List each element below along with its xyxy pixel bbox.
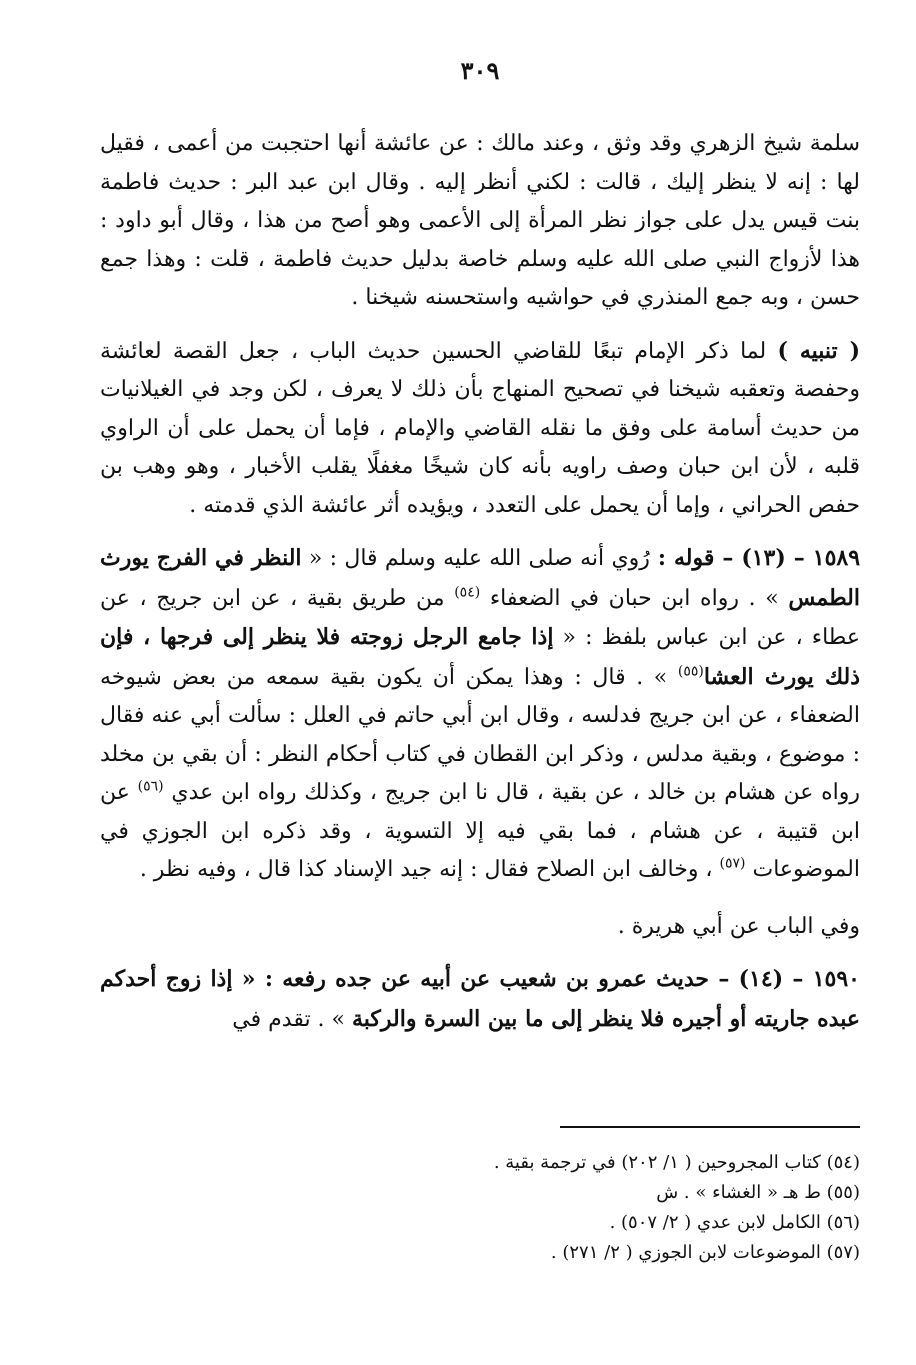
footnote-divider [560,1126,860,1128]
paragraph-3-text-4: » . قال : وهذا يمكن أن يكون بقية سمعه من بعض شيوخه الضعفاء ، عن ابن جريج فدلسه ، وقال ابن أبي حاتم في العلل : سألت أبي عنه فقال : موضوع ، وبقية مدلس ، وذكر ابن القطان في كتاب أحكام النظر : أن بقي بن مخلد رواه عن هشام بن خالد ، عن بقية ، قال نا ابن جريج ، وكذلك رواه ابن عدي [100,664,861,805]
hadith-1590-heading: ١٥٩٠ – (١٤) – حديث عمرو بن شعيب عن أبيه عن جده رفعه : « [232,966,860,992]
footnote-ref-54[interactable]: (٥٤) [454,584,481,601]
paragraph-5 [100,960,860,1039]
footnote-ref-56[interactable]: (٥٦) [137,778,164,795]
footnote-55: (٥٥) ط هـ « الغشاء » . ش [656,1182,860,1203]
footnote-57: (٥٧) الموضوعات لابن الجوزي ( ٢/ ٢٧١) . [550,1242,860,1263]
hadith-1590-quote: إذا زوج أحدكم عبده جاريته أو أجيره فلا ينظر إلى ما بين السرة والركبة [100,966,860,1032]
paragraph-2-text: لما ذكر الإمام تبعًا للقاضي الحسين حديث الباب ، جعل القصة لعائشة وحفصة وتعقبه شيخنا في تصحيح المنهاج بأن ذلك لا يعرف ، لكن وجد في الغيلانيات من حديث أسامة على وفق ما نقله القاضي والإمام ، فإما أن يحمل على أن الراوي قلبه ، لأن ابن حبان وصف راويه بأنه كان شيخًا مغفلًا يقلب الأخبار ، وهو وهب بن حفص الحراني ، وإما أن يحمل على التعدد ، ويؤيده أثر عائشة الذي قدمته . [100,338,860,518]
paragraph-2 [100,332,860,526]
footnotes-list [100,1148,860,1268]
main-text [100,125,860,1039]
paragraph-1: سلمة شيخ الزهري وقد وثق ، وعند مالك : عن عائشة أنها احتجبت من أعمى ، فقيل لها : إنه لا ينظر إليك ، قالت : لكني أنظر إليه . وقال ابن عبد البر : حديث فاطمة بنت قيس يدل على جواز نظر المرأة إلى الأعمى وهو أصح من هذا ، وقال أبو داود : هذا لأزواج النبي صلى الله عليه وسلم خاصة بدليل حديث فاطمة ، قلت : وهذا جمع حسن ، وبه جمع المنذري في حواشيه واستحسنه شيخنا . [100,131,860,310]
note-heading: ( تنبيه ) [777,337,860,364]
paragraph-5-text: » . تقدم في [232,1006,352,1032]
hadith-1589-quote-1: النظر في الفرج يورث الطمس [100,545,860,611]
paragraph-3-text-2: » . رواه ابن حبان في الضعفاء [480,585,789,611]
paragraph-3-text-1: رُوي أنه صلى الله عليه وسلم قال : « [301,546,650,571]
paragraph-3 [100,539,860,890]
hadith-1589-heading: ١٥٨٩ – (١٣) – قوله : [649,545,861,571]
paragraph-3-text-5: عن ابن قتيبة ، عن هشام ، فما بقي فيه إلا التسوية ، وقد ذكره ابن الجوزي في الموضوعات [100,780,860,882]
footnote-56: (٥٦) الكامل لابن عدي ( ٢/ ٥٠٧) . [609,1212,860,1233]
page-number: ٣٠٩ [460,56,500,85]
paragraph-3-text-3: من طريق بقية ، عن ابن جريج ، عن عطاء ، عن ابن عباس بلفظ : « [100,585,860,650]
paragraph-3-text-6: ، وخالف ابن الصلاح فقال : إنه جيد الإسناد كذا قال ، وفيه نظر . [139,857,720,882]
document-page [100,0,860,1365]
paragraph-4: وفي الباب عن أبي هريرة . [617,913,860,939]
footnote-54: (٥٤) كتاب المجروحين ( ١/ ٢٠٢) في ترجمة بقية . [493,1152,860,1173]
footnote-ref-55[interactable]: (٥٥) [677,663,704,680]
footnote-ref-57[interactable]: (٥٧) [719,855,746,872]
hadith-1589-quote-2: إذا جامع الرجل زوجته فلا ينظر إلى فرجها ، فإن ذلك يورث العشا [100,624,860,690]
